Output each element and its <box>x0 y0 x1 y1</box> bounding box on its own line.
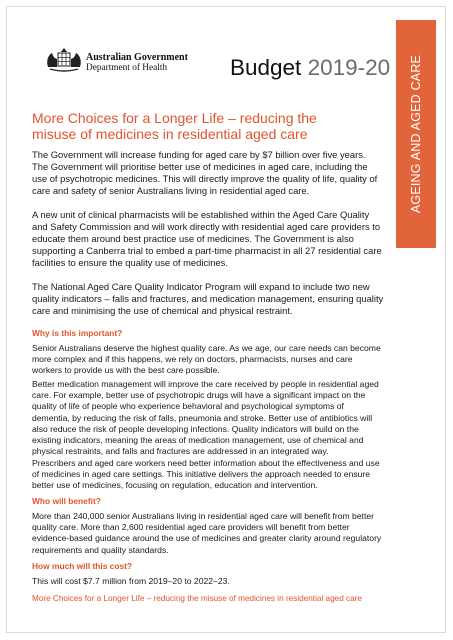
footer-caption: More Choices for a Longer Life – reducing the misuse of medicines in residential aged care <box>32 594 362 603</box>
category-label: AGEING AND AGED CARE <box>409 54 423 214</box>
government-name: Australian Government <box>86 52 188 63</box>
intro-paragraph: The National Aged Care Quality Indicator Program will expand to include two new quality indicators – falls and fractures, and medication management, ensuring quality care and minimising the use of chemical and physical restraint. <box>32 281 384 317</box>
section-paragraph: More than 240,000 senior Australians living in residential aged care will benefit from better quality care. More than 2,600 residential aged care providers will benefit from better evidence-based guidance around the use of medicines and greater clarity around regulatory requirements and quality standards. <box>32 511 382 555</box>
section-paragraph: This will cost $7.7 million from 2019–20 to 2022–23. <box>32 576 230 586</box>
page-title: More Choices for a Longer Life – reducing the misuse of medicines in residential aged care <box>32 110 317 142</box>
section-paragraph: Prescribers and aged care workers need better information about the effectiveness and use of medicines in aged care settings. This initiative delivers the approach needed to ensure better use of medicines, focusing on regulation, education and intervention. <box>32 458 380 491</box>
budget-word: Budget <box>230 55 302 80</box>
intro-paragraph: The Government will increase funding for aged care by $7 billion over five years. The Government will prioritise better use of medicines in aged care, including the use of psychotropic medicines. This will directly improve the quality of life, quality of care and safety of senior Australians living in residential aged care. <box>32 149 378 197</box>
government-logo-text <box>86 52 188 74</box>
section-heading: Why is this important? <box>32 328 123 338</box>
budget-year: 2019-20 <box>307 55 391 80</box>
section-paragraph: Senior Australians deserve the highest quality care. As we age, our care needs can become more complex and if this happens, we rely on doctors, pharmacists, nurses and care workers to provide us with the best care possible. <box>32 343 381 376</box>
section-paragraph: Better medication management will improve the care received by people in residential aged care. For example, better use of psychotropic drugs will have a significant impact on the quality of life of people who experience behavioral and psychological symptoms of dementia, by reducing the risk of falls, pneumonia and stroke. Better use of antibiotics will also reduce the risk of people developing infections. Quality indicators will build on the existing indicators, meaning the areas of medication management, use of chemical and physical restraints, and falls and fractures are addressed in an integrated way. <box>32 379 379 457</box>
budget-title <box>230 55 390 81</box>
department-name: Department of Health <box>86 63 168 73</box>
section-heading: How much will this cost? <box>32 561 133 571</box>
intro-paragraph: A new unit of clinical pharmacists will be established within the Aged Care Quality and Safety Commission and will work directly with residential aged care providers to educate them around best practice use of medicines. The Government is also supporting a Canberra trial to embed a part-time pharmacist in all 27 residential care facilities to ensure the quality use of medicines. <box>32 209 382 269</box>
coat-of-arms-icon <box>44 47 84 73</box>
category-band <box>396 20 436 248</box>
section-heading: Who will benefit? <box>32 496 101 506</box>
